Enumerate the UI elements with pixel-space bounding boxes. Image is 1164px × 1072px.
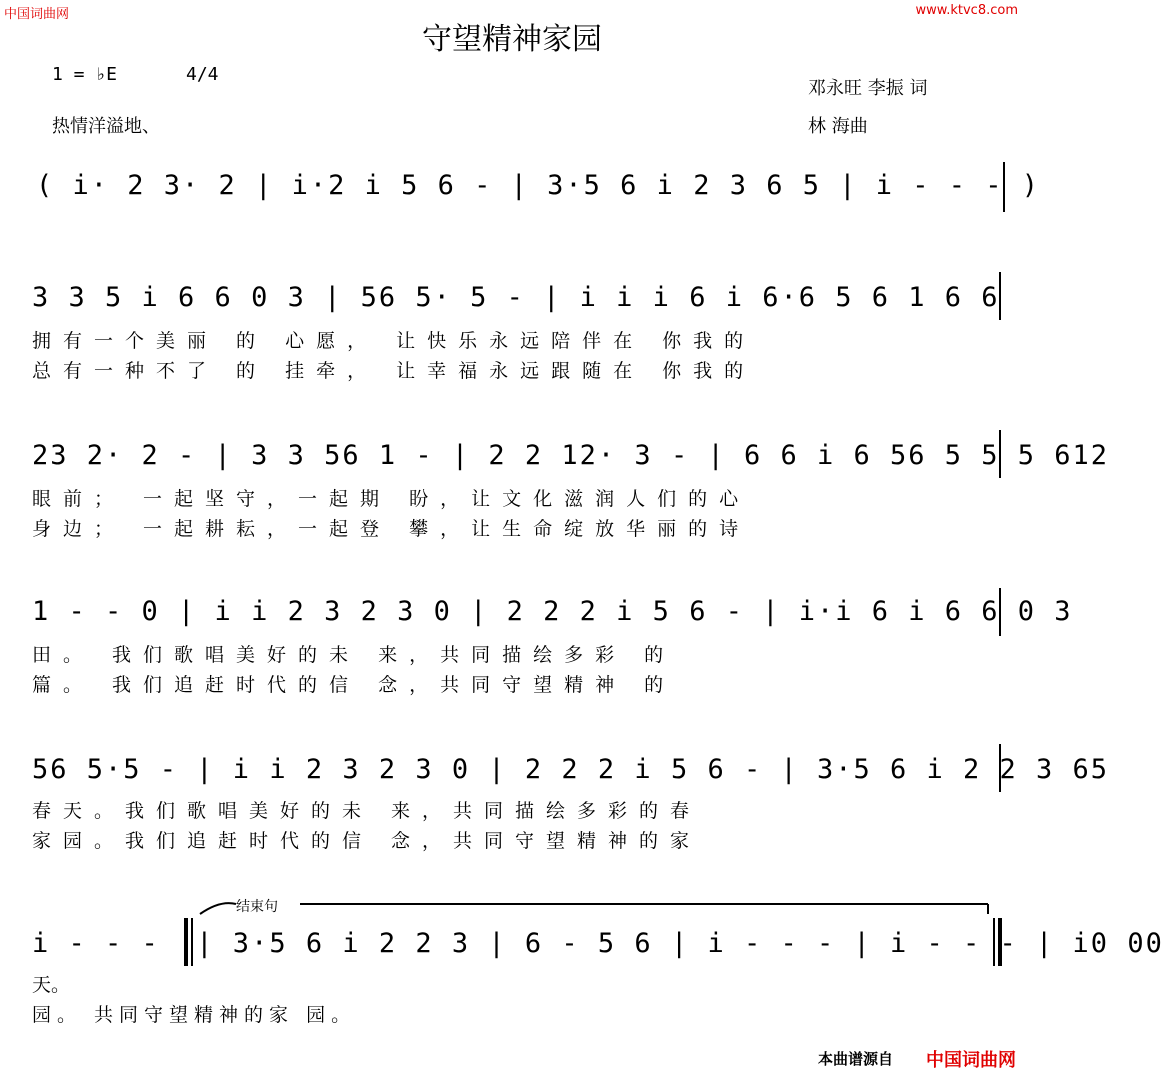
- score-line-1: ( i· 2 3· 2 | i·2 i 5 6 - | 3·5 6 i 2 3 6 5 | i - - - ): [36, 170, 1041, 201]
- lyricist-credit: 邓永旺 李振 词: [808, 78, 928, 99]
- score-line-5: 56 5·5 - | i i 2 3 2 3 0 | 2 2 2 i 5 6 - | 3·5 6 i 2 2 3 65: [32, 754, 1110, 785]
- lyrics-4-verse-2: 篇。 我们追赶时代的信 念，共同守望精神 的: [32, 674, 676, 696]
- coda-label: 结束句: [236, 899, 278, 915]
- time-signature: 4/4: [186, 64, 219, 85]
- lyrics-6-verse-1: 天。: [32, 974, 71, 996]
- composer-credit: 林 海曲: [808, 116, 868, 137]
- song-title: 守望精神家园: [422, 22, 602, 57]
- score-line-4: 1 - - 0 | i i 2 3 2 3 0 | 2 2 2 i 5 6 - | i·i 6 i 6 6 0 3: [32, 596, 1073, 627]
- lyrics-5-verse-2: 家园。我们追赶时代的信 念，共同守望精神的家: [32, 830, 702, 852]
- lyrics-4-verse-1: 田。 我们歌唱美好的未 来，共同描绘多彩 的: [32, 644, 676, 666]
- source-label: 本曲谱源自: [818, 1050, 894, 1068]
- lyrics-5-verse-1: 春天。我们歌唱美好的未 来，共同描绘多彩的春: [32, 800, 702, 822]
- source-site: 中国词曲网: [926, 1050, 1016, 1071]
- lyrics-2-verse-2: 总有一种不了 的 挂牵， 让幸福永远跟随在 你我的: [32, 360, 756, 382]
- tempo-marking: 热情洋溢地、: [52, 116, 160, 137]
- key-signature: 1 = ♭E: [52, 64, 118, 85]
- lyrics-3-verse-1: 眼前； 一起坚守，一起期 盼，让文化滋润人们的心: [32, 488, 751, 510]
- watermark-left: 中国词曲网: [4, 7, 70, 22]
- score-line-2: 3 3 5 i 6 6 0 3 | 56 5· 5 - | i i i 6 i 6·6 5 6 1 6 6: [32, 282, 1000, 313]
- lyrics-2-verse-1: 拥有一个美丽 的 心愿， 让快乐永远陪伴在 你我的: [32, 330, 756, 352]
- score-line-6: i - - - :| 3·5 6 i 2 2 3 | 6 - 5 6 | i - - - | i - - - | i0 00: [32, 928, 1164, 959]
- lyrics-3-verse-2: 身边； 一起耕耘，一起登 攀，让生命绽放华丽的诗: [32, 518, 751, 540]
- watermark-right: www.ktvc8.com: [915, 3, 1018, 18]
- lyrics-6-verse-2: 园。 共同守望精神的家 园。: [32, 1004, 357, 1026]
- score-line-3: 23 2· 2 - | 3 3 56 1 - | 2 2 12· 3 - | 6 6 i 6 56 5 5 5 612: [32, 440, 1110, 471]
